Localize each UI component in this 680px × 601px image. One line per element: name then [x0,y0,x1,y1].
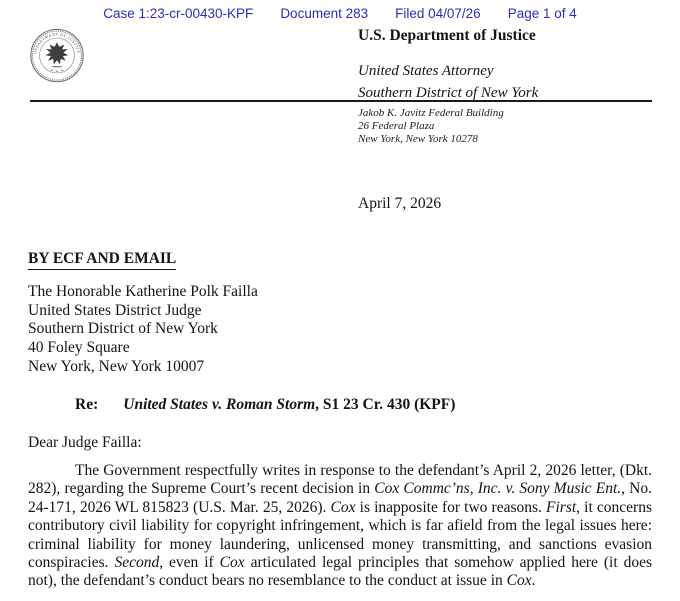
office-address-line1: Jakob K. Javitz Federal Building [358,107,504,119]
body-run: , it concerns contributory civil liability for copyright infringement, which is far afield from the legal issues here: criminal liability for money laundering, unlicensed money transmitting, and sanctions evasion conspiracies. [28,498,652,572]
recipient-line-name: The Honorable Katherine Polk Failla [28,283,258,300]
office-address-line2: 26 Federal Plaza [358,119,435,132]
body-paragraph [28,462,652,591]
body-run-italic: Cox [506,572,532,590]
body-run-italic: Cox [219,554,245,572]
seal-rim-text: DEPARTMENT OF JUSTICE [32,31,82,55]
doj-seal-icon [29,26,85,85]
stamp-document-number: Document 283 [280,6,369,21]
body-run: . [531,572,536,590]
pacer-stamp [0,6,680,21]
body-run: , even if [159,554,220,572]
body-run-italic: First [546,498,577,516]
office-address [358,107,504,145]
re-case-name: United States v. Roman Storm [123,396,316,413]
recipient-line-city: New York, New York 10007 [28,357,205,375]
department-title: U.S. Department of Justice [358,27,536,44]
body-run-italic: Second [114,554,160,572]
eagle-emblem [45,42,68,71]
body-run: , No. 24-171, 2026 WL 815823 (U.S. Mar. 25, 2026). [28,480,652,516]
recipient-line-title: United States District Judge [28,301,202,319]
body-run: is inapposite for two reasons. [355,498,547,516]
attorney-office [358,61,538,104]
salutation: Dear Judge Failla: [28,434,142,451]
body-run-italic: Cox Commc’ns, Inc. v. Sony Music Ent. [374,480,622,498]
recipient-line-street: 40 Foley Square [28,339,130,357]
recipient-address [28,283,258,377]
office-address-line3: New York, New York 10278 [358,132,478,145]
delivery-method-label: BY ECF AND EMAIL [28,250,176,270]
re-line [75,396,455,414]
body-run: The Government respectfully writes in response to the defendant’s April 2, 2026 letter, (Dkt. 282), regarding the Supreme Court’s recent decision in [28,462,652,498]
letter-date: April 7, 2026 [358,195,442,212]
stamp-filed-date: Filed 04/07/26 [395,6,481,21]
attorney-office-line2: Southern District of New York [358,84,539,101]
attorney-office-line1: United States Attorney [358,63,494,79]
re-label: Re: [75,396,99,413]
re-case-suffix: , S1 23 Cr. 430 (KPF) [315,396,456,413]
stamp-case-number: Case 1:23-cr-00430-KPF [103,6,254,21]
letterhead-divider [30,100,652,102]
body-run: articulated legal principles that somehow applied here (it does not), the defendant’s conduct bears no resemblance to the conduct at issue in [28,554,652,590]
stamp-page-number: Page 1 of 4 [507,6,577,21]
body-run-italic: Cox [330,498,356,516]
delivery-method [28,250,176,270]
recipient-line-district: Southern District of New York [28,320,218,338]
